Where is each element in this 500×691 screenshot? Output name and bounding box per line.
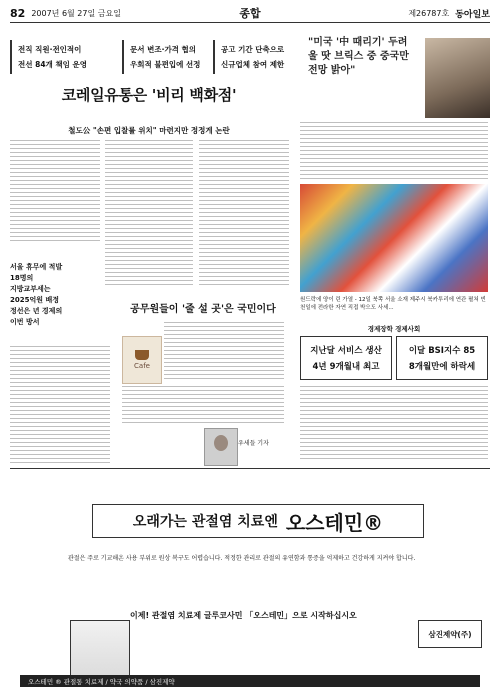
cafe-badge (122, 336, 162, 384)
economy-box (300, 336, 392, 380)
promo-box-2 (122, 40, 208, 74)
side-summary-line: 지방교부세는 2025억원 배정 (10, 285, 59, 304)
ad-title-text: 오래가는 관절염 치료엔 (132, 514, 278, 530)
article-column (10, 346, 110, 466)
promo-box-3 (213, 40, 301, 74)
ad-description: 관절은 주로 기교해온 사용 부위로 원상 복구도 어렵습니다. 적정한 관리로 관절의 유연함과 통증을 억제하고 건강하게 지켜야 합니다. (68, 555, 416, 562)
ad-separator (10, 468, 490, 469)
page-header (10, 4, 490, 22)
cafe-badge-label: Cafe (134, 362, 150, 370)
ad-cta: 이제! 관절염 치료제 글루코사민 「오스테민」으로 시작하십시오 (130, 611, 357, 620)
reporter-photo (204, 428, 238, 466)
edition-number: 제26787호 (408, 8, 450, 18)
ad-title (92, 504, 424, 538)
header-rule (10, 22, 490, 23)
promo-line: 전직 직원·전인적이 (18, 45, 82, 54)
side-summary-line: 서울 휴무에 적발 18명의 (10, 263, 63, 282)
face-shape (214, 435, 228, 451)
section-headline: 공무원들이 '줄 설 곳'은 국민이다 (130, 304, 276, 315)
economy-box-title: 이달 BSI지수 85 (408, 346, 476, 356)
article-column (122, 386, 284, 424)
article-column (10, 140, 100, 242)
promo-line: 공고 기간 단축으로 (221, 45, 285, 54)
brand-name: 동아일보 (455, 9, 490, 20)
article-column (164, 322, 284, 382)
photo-caption: 원드락에 양이 린 가열 - 12일 북쪽 서울 소재 제주시 북카투리에 연관 펼쳐 빈 천일에 전라한 자연 직접 박으도 사세... (300, 297, 486, 311)
portrait-photo (425, 38, 490, 118)
economy-boxes (300, 336, 488, 380)
ad-brand-name: 오스테민® (285, 510, 384, 535)
side-summary (10, 262, 70, 346)
promo-line: 신규업체 참여 제한 (221, 60, 285, 69)
economy-box-title: 지난달 서비스 생산 (310, 346, 382, 356)
issue-date: 2007년 6월 27일 금요일 (31, 8, 121, 18)
pull-quote-text: "미국 '中 때리기' 두려울 땃 브릭스 중 중국만 전망 밝아" (308, 37, 409, 76)
section-title: 종합 (239, 7, 261, 20)
article-column (300, 386, 488, 460)
pull-quote (300, 28, 418, 112)
ad-company-logo: 삼진제약(주) (418, 620, 482, 648)
coffee-cup-icon (135, 350, 149, 360)
page-number: 82 (10, 6, 26, 20)
economy-label: 경제장학 경제사회 (367, 325, 421, 333)
article-column (105, 140, 193, 288)
main-headline: 코레일유통은 '비리 백화점' (61, 86, 237, 104)
promo-line: 우회적 불편입에 선정 (130, 60, 201, 69)
promo-line: 문서 변조·가격 협의 (130, 45, 197, 54)
article-column (300, 122, 488, 180)
ad-footer: 오스테민 ® 관절통 치료제 / 약국 의약품 / 삼진제약 (20, 675, 480, 687)
article-column (199, 140, 289, 288)
news-photo (300, 184, 488, 292)
side-summary-line: 정선은 년 경제의 이번 방서 (10, 307, 63, 326)
promo-box-1 (10, 40, 110, 74)
economy-box (396, 336, 488, 380)
promo-line: 전선 84개 책임 운영 (18, 60, 87, 69)
main-subhead: 철도公 "손편 입찰률 위치" 마련지만 정정게 논란 (68, 126, 230, 135)
economy-box-subtitle: 8개월만에 하락세 (408, 362, 476, 372)
advertisement (10, 470, 490, 690)
economy-box-subtitle: 4년 9개월내 최고 (312, 362, 380, 372)
reporter-byline: 우세들 기자 (238, 440, 269, 447)
